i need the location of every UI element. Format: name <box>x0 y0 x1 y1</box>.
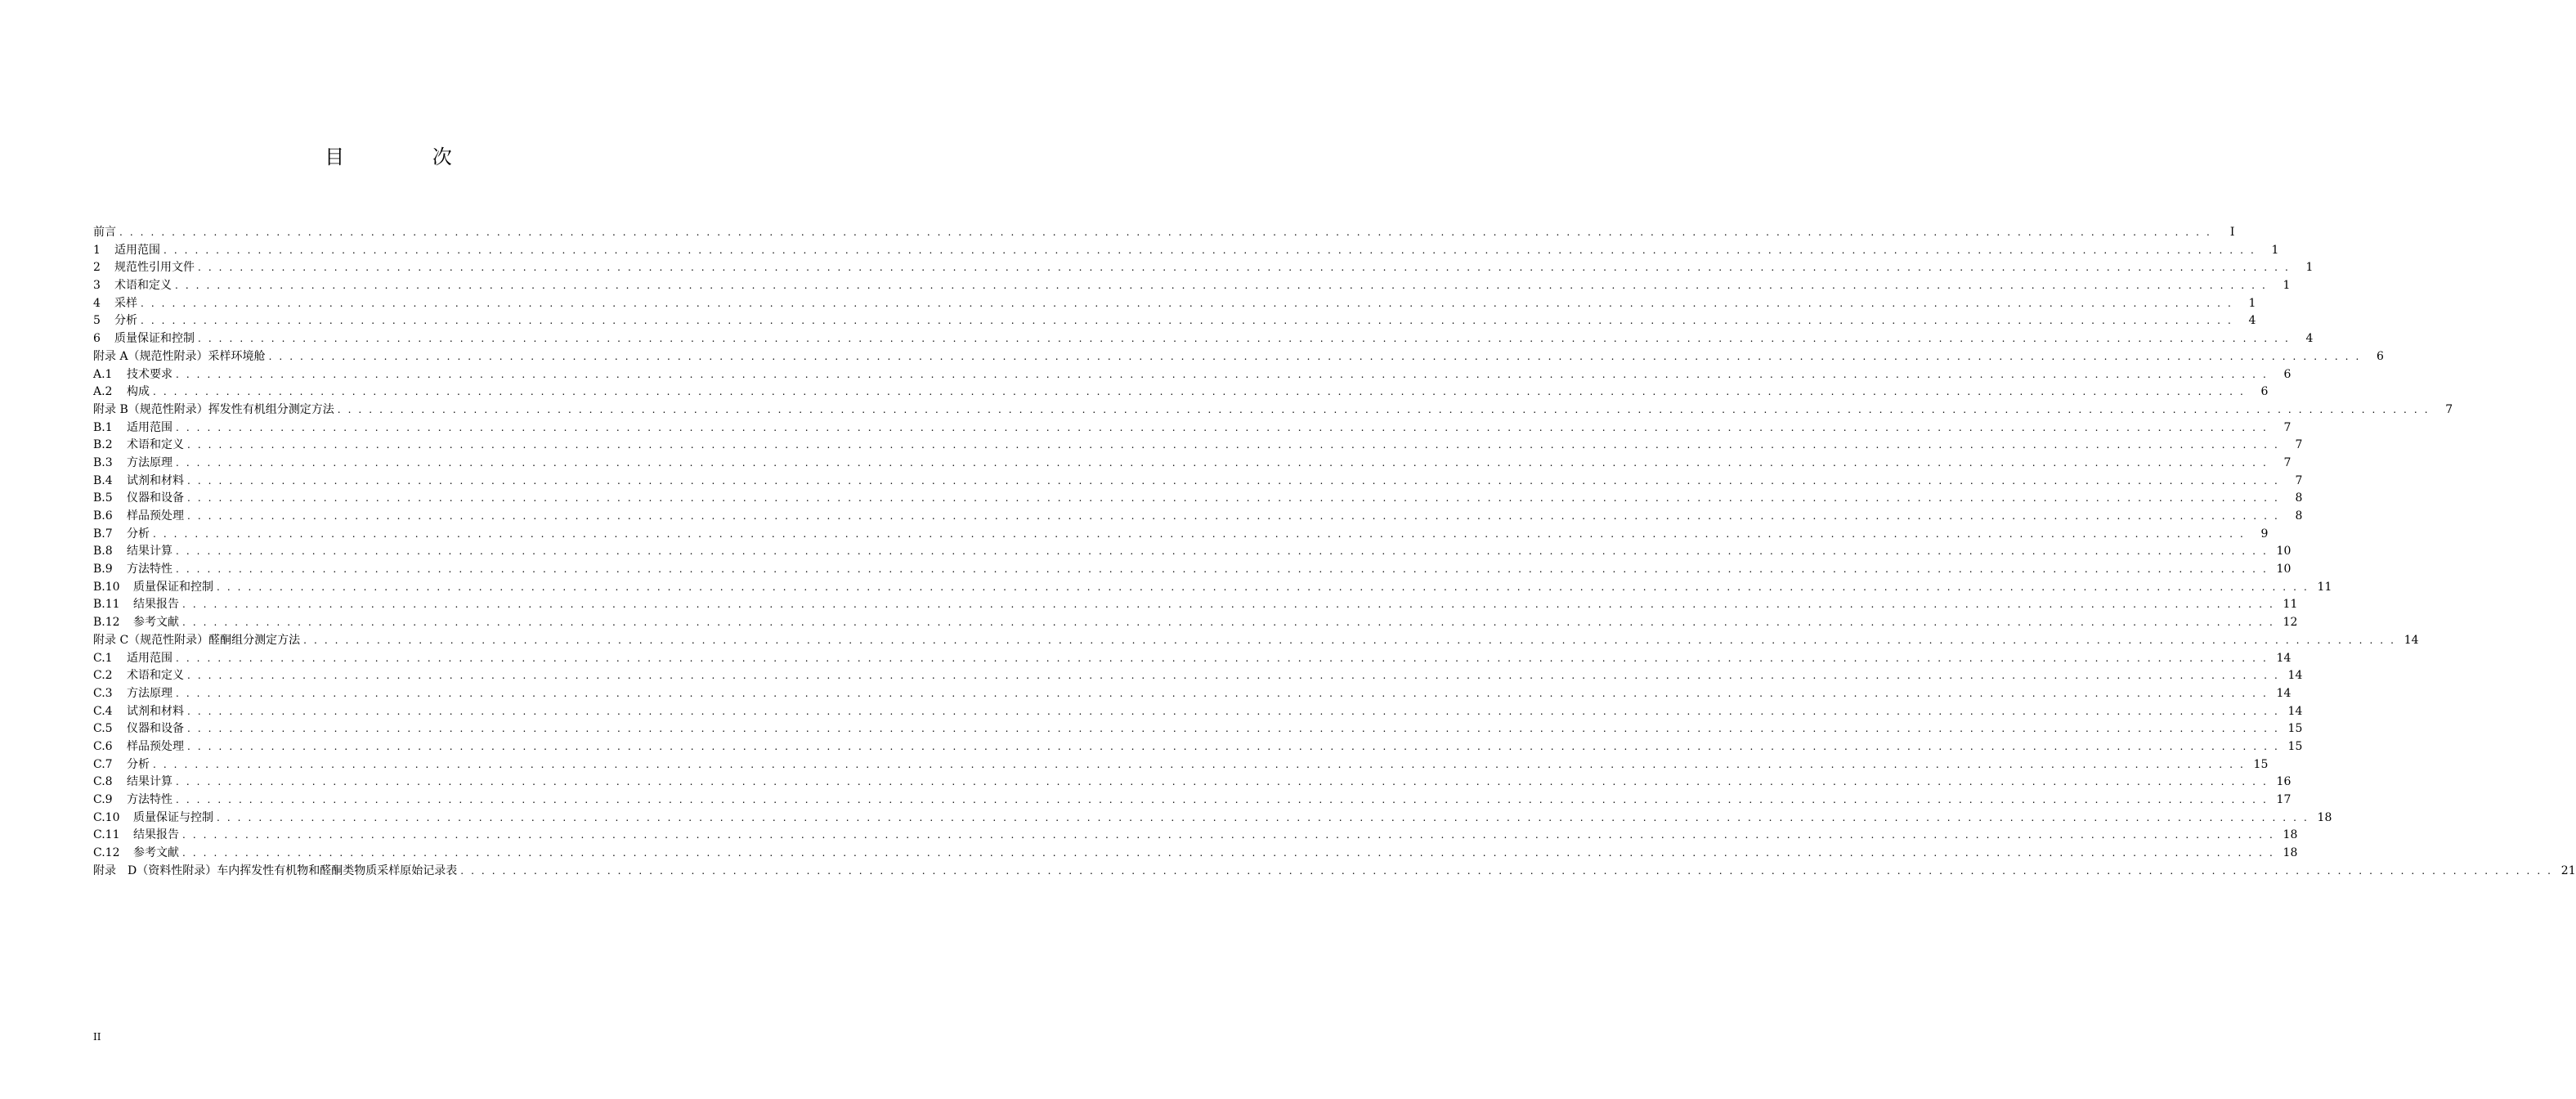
toc-entry-title: 附录 B（规范性附录）挥发性有机组分测定方法 <box>93 402 334 416</box>
toc-entry-page: 15 <box>2287 739 2303 753</box>
toc-dot-leader: . . . . . . . . . . . . . . . . . . . . . . . . . . . . . . . . . . . . . . . . . . . . . . . . . . . . . . . . . . . . . . . . . . . . . . . . . . . . . . . . . . . . . . . . . . . . . . . . . . . . . . . . . . . . . . . . . . . . . . . . . . . . . . . . . . . . . . . . . . . . . . . . . . . . . . . . . . . . . . . . . . . . . . . . . . . . . . . . . . . . . . . . . . . . . . . . . . . . . . . . <box>176 652 2269 664</box>
toc-entry-number: C.6 <box>93 739 113 753</box>
toc-dot-leader: . . . . . . . . . . . . . . . . . . . . . . . . . . . . . . . . . . . . . . . . . . . . . . . . . . . . . . . . . . . . . . . . . . . . . . . . . . . . . . . . . . . . . . . . . . . . . . . . . . . . . . . . . . . . . . . . . . . . . . . . . . . . . . . . . . . . . . . . . . . . . . . . . . . . . . . . . . . . . . . . . . . . . . . . . . . . . . . . . . . . . . . . . . . . . . . . . . . . . . . . <box>182 617 2275 629</box>
toc-dot-leader: . . . . . . . . . . . . . . . . . . . . . . . . . . . . . . . . . . . . . . . . . . . . . . . . . . . . . . . . . . . . . . . . . . . . . . . . . . . . . . . . . . . . . . . . . . . . . . . . . . . . . . . . . . . . . . . . . . . . . . . . . . . . . . . . . . . . . . . . . . . . . . . . . . . . . . . . . . . . . . . . . . . . . . . . . . . . . . . . . . . . . . . . . . . . . . . . . . . . . . . . <box>153 386 2246 398</box>
toc-entry-page: 18 <box>2317 810 2332 824</box>
toc-entry-title: 方法特性 <box>127 563 172 576</box>
toc-entry-page: 15 <box>2287 722 2303 736</box>
toc-dot-leader: . . . . . . . . . . . . . . . . . . . . . . . . . . . . . . . . . . . . . . . . . . . . . . . . . . . . . . . . . . . . . . . . . . . . . . . . . . . . . . . . . . . . . . . . . . . . . . . . . . . . . . . . . . . . . . . . . . . . . . . . . . . . . . . . . . . . . . . . . . . . . . . . . . . . . . . . . . . . . . . . . . . . . . . . . . . . . . . . . . . . . . . . . . . . . . . . . . . . . . . . <box>187 492 2280 505</box>
toc-entry-page: 15 <box>2253 757 2269 771</box>
toc-entry-page: 17 <box>2276 793 2292 806</box>
toc-dot-leader: . . . . . . . . . . . . . . . . . . . . . . . . . . . . . . . . . . . . . . . . . . . . . . . . . . . . . . . . . . . . . . . . . . . . . . . . . . . . . . . . . . . . . . . . . . . . . . . . . . . . . . . . . . . . . . . . . . . . . . . . . . . . . . . . . . . . . . . . . . . . . . . . . . . . . . . . . . . . . . . . . . . . . . . . . . . . . . . . . . . . . . . . . . . . . . . . . . . . . . . . <box>460 864 2553 877</box>
toc-entry-page: 11 <box>2317 580 2332 594</box>
toc-entry-page: 1 <box>2271 243 2279 257</box>
toc-dot-leader: . . . . . . . . . . . . . . . . . . . . . . . . . . . . . . . . . . . . . . . . . . . . . . . . . . . . . . . . . . . . . . . . . . . . . . . . . . . . . . . . . . . . . . . . . . . . . . . . . . . . . . . . . . . . . . . . . . . . . . . . . . . . . . . . . . . . . . . . . . . . . . . . . . . . . . . . . . . . . . . . . . . . . . . . . . . . . . . . . . . . . . . . . . . . . . . . . . . . . . . . <box>175 280 2268 292</box>
toc-entry[interactable] <box>93 473 2303 491</box>
toc-entry-number: B.1 <box>93 420 113 434</box>
toc-dot-leader: . . . . . . . . . . . . . . . . . . . . . . . . . . . . . . . . . . . . . . . . . . . . . . . . . . . . . . . . . . . . . . . . . . . . . . . . . . . . . . . . . . . . . . . . . . . . . . . . . . . . . . . . . . . . . . . . . . . . . . . . . . . . . . . . . . . . . . . . . . . . . . . . . . . . . . . . . . . . . . . . . . . . . . . . . . . . . . . . . . . . . . . . . . . . . . . . . . . . . . . . <box>198 333 2291 345</box>
toc-entry[interactable] <box>93 330 2314 348</box>
toc-entry-number: B.9 <box>93 563 113 576</box>
toc-dot-leader: . . . . . . . . . . . . . . . . . . . . . . . . . . . . . . . . . . . . . . . . . . . . . . . . . . . . . . . . . . . . . . . . . . . . . . . . . . . . . . . . . . . . . . . . . . . . . . . . . . . . . . . . . . . . . . . . . . . . . . . . . . . . . . . . . . . . . . . . . . . . . . . . . . . . . . . . . . . . . . . . . . . . . . . . . . . . . . . . . . . . . . . . . . . . . . . . . . . . . . . . <box>187 705 2280 717</box>
toc-entry-title: 适用范围 <box>127 651 172 665</box>
toc-entry-page: 8 <box>2295 509 2303 523</box>
toc-entry[interactable] <box>93 738 2303 756</box>
toc-entry-page: 7 <box>2445 402 2453 416</box>
toc-entry-page: 7 <box>2283 455 2292 469</box>
toc-entry-page: 6 <box>2260 385 2269 399</box>
toc-dot-leader: . . . . . . . . . . . . . . . . . . . . . . . . . . . . . . . . . . . . . . . . . . . . . . . . . . . . . . . . . . . . . . . . . . . . . . . . . . . . . . . . . . . . . . . . . . . . . . . . . . . . . . . . . . . . . . . . . . . . . . . . . . . . . . . . . . . . . . . . . . . . . . . . . . . . . . . . . . . . . . . . . . . . . . . . . . . . . . . . . . . . . . . . . . . . . . . . . . . . . . . . <box>182 829 2275 841</box>
toc-dot-leader: . . . . . . . . . . . . . . . . . . . . . . . . . . . . . . . . . . . . . . . . . . . . . . . . . . . . . . . . . . . . . . . . . . . . . . . . . . . . . . . . . . . . . . . . . . . . . . . . . . . . . . . . . . . . . . . . . . . . . . . . . . . . . . . . . . . . . . . . . . . . . . . . . . . . . . . . . . . . . . . . . . . . . . . . . . . . . . . . . . . . . . . . . . . . . . . . . . . . . . . . <box>141 315 2233 327</box>
table-of-contents <box>93 224 2576 880</box>
toc-entry-title: 方法原理 <box>127 686 172 700</box>
toc-entry-page: 7 <box>2295 473 2303 487</box>
toc-entry-number: C.2 <box>93 669 113 683</box>
toc-entry[interactable] <box>93 667 2303 685</box>
toc-entry[interactable] <box>93 863 2576 881</box>
footer-page-number: II <box>93 1031 101 1043</box>
toc-entry-page: 14 <box>2287 669 2303 683</box>
toc-entry[interactable] <box>93 632 2419 650</box>
toc-dot-leader: . . . . . . . . . . . . . . . . . . . . . . . . . . . . . . . . . . . . . . . . . . . . . . . . . . . . . . . . . . . . . . . . . . . . . . . . . . . . . . . . . . . . . . . . . . . . . . . . . . . . . . . . . . . . . . . . . . . . . . . . . . . . . . . . . . . . . . . . . . . . . . . . . . . . . . . . . . . . . . . . . . . . . . . . . . . . . . . . . . . . . . . . . . . . . . . . . . . . . . . . <box>176 456 2269 469</box>
toc-entry-page: 6 <box>2377 349 2384 363</box>
toc-entry-title: 试剂和材料 <box>127 704 184 718</box>
toc-entry-title: 适用范围 <box>127 420 172 434</box>
toc-entry-number: B.6 <box>93 509 113 523</box>
page-title: 目 次 <box>325 146 493 168</box>
toc-entry-page: 14 <box>2276 651 2292 665</box>
toc-entry-number: B.12 <box>93 616 120 630</box>
toc-entry-title: 质量保证与控制 <box>133 810 213 824</box>
toc-entry-page: 18 <box>2283 846 2298 860</box>
toc-dot-leader: . . . . . . . . . . . . . . . . . . . . . . . . . . . . . . . . . . . . . . . . . . . . . . . . . . . . . . . . . . . . . . . . . . . . . . . . . . . . . . . . . . . . . . . . . . . . . . . . . . . . . . . . . . . . . . . . . . . . . . . . . . . . . . . . . . . . . . . . . . . . . . . . . . . . . . . . . . . . . . . . . . . . . . . . . . . . . . . . . . . . . . . . . . . . . . . . . . . . . . . . <box>268 350 2361 362</box>
toc-entry-title: 参考文献 <box>133 846 179 860</box>
toc-entry[interactable] <box>93 543 2292 561</box>
toc-entry-number: B.7 <box>93 527 113 541</box>
toc-entry-title: 结果计算 <box>127 775 172 789</box>
toc-entry-page: 4 <box>2248 314 2256 328</box>
toc-entry[interactable] <box>93 720 2303 738</box>
toc-dot-leader: . . . . . . . . . . . . . . . . . . . . . . . . . . . . . . . . . . . . . . . . . . . . . . . . . . . . . . . . . . . . . . . . . . . . . . . . . . . . . . . . . . . . . . . . . . . . . . . . . . . . . . . . . . . . . . . . . . . . . . . . . . . . . . . . . . . . . . . . . . . . . . . . . . . . . . . . . . . . . . . . . . . . . . . . . . . . . . . . . . . . . . . . . . . . . . . . . . . . . . . . <box>187 474 2280 487</box>
toc-entry-number: 6 <box>93 332 101 346</box>
toc-entry-number: 4 <box>93 296 101 310</box>
toc-entry-title: 结果报告 <box>133 598 179 612</box>
toc-entry-number: B.11 <box>93 598 120 612</box>
toc-entry-number: C.9 <box>93 793 113 806</box>
toc-entry-page: 8 <box>2295 491 2303 505</box>
toc-entry[interactable] <box>93 348 2384 366</box>
toc-entry-number: C.7 <box>93 757 113 771</box>
toc-entry[interactable] <box>93 295 2256 313</box>
toc-dot-leader: . . . . . . . . . . . . . . . . . . . . . . . . . . . . . . . . . . . . . . . . . . . . . . . . . . . . . . . . . . . . . . . . . . . . . . . . . . . . . . . . . . . . . . . . . . . . . . . . . . . . . . . . . . . . . . . . . . . . . . . . . . . . . . . . . . . . . . . . . . . . . . . . . . . . . . . . . . . . . . . . . . . . . . . . . . . . . . . . . . . . . . . . . . . . . . . . . . . . . . . . <box>176 563 2269 576</box>
toc-dot-leader: . . . . . . . . . . . . . . . . . . . . . . . . . . . . . . . . . . . . . . . . . . . . . . . . . . . . . . . . . . . . . . . . . . . . . . . . . . . . . . . . . . . . . . . . . . . . . . . . . . . . . . . . . . . . . . . . . . . . . . . . . . . . . . . . . . . . . . . . . . . . . . . . . . . . . . . . . . . . . . . . . . . . . . . . . . . . . . . . . . . . . . . . . . . . . . . . . . . . . . . . <box>187 740 2280 752</box>
toc-entry-page: 14 <box>2404 633 2419 647</box>
toc-entry-page: 1 <box>2283 279 2291 293</box>
toc-entry-title: 质量保证和控制 <box>114 332 195 346</box>
toc-entry-page: 6 <box>2283 367 2292 381</box>
toc-entry-number: A.2 <box>93 385 113 399</box>
toc-entry[interactable] <box>93 845 2298 863</box>
toc-dot-leader: . . . . . . . . . . . . . . . . . . . . . . . . . . . . . . . . . . . . . . . . . . . . . . . . . . . . . . . . . . . . . . . . . . . . . . . . . . . . . . . . . . . . . . . . . . . . . . . . . . . . . . . . . . . . . . . . . . . . . . . . . . . . . . . . . . . . . . . . . . . . . . . . . . . . . . . . . . . . . . . . . . . . . . . . . . . . . . . . . . . . . . . . . . . . . . . . . . . . . . . . <box>182 599 2275 611</box>
toc-entry[interactable] <box>93 384 2269 401</box>
toc-entry-title: 术语和定义 <box>127 669 184 683</box>
toc-entry-title: 结果报告 <box>133 828 179 842</box>
toc-entry[interactable] <box>93 366 2292 384</box>
toc-entry[interactable] <box>93 312 2256 330</box>
toc-entry[interactable] <box>93 419 2292 437</box>
toc-entry-page: 9 <box>2260 527 2269 541</box>
toc-entry[interactable] <box>93 526 2269 544</box>
toc-entry-title: 仪器和设备 <box>127 722 184 736</box>
toc-entry[interactable] <box>93 774 2292 792</box>
toc-entry[interactable] <box>93 242 2279 260</box>
toc-entry[interactable] <box>93 508 2303 526</box>
toc-entry-title: 规范性引用文件 <box>114 261 195 275</box>
toc-entry-number: 2 <box>93 261 101 275</box>
toc-entry[interactable] <box>93 827 2298 845</box>
toc-dot-leader: . . . . . . . . . . . . . . . . . . . . . . . . . . . . . . . . . . . . . . . . . . . . . . . . . . . . . . . . . . . . . . . . . . . . . . . . . . . . . . . . . . . . . . . . . . . . . . . . . . . . . . . . . . . . . . . . . . . . . . . . . . . . . . . . . . . . . . . . . . . . . . . . . . . . . . . . . . . . . . . . . . . . . . . . . . . . . . . . . . . . . . . . . . . . . . . . . . . . . . . . <box>153 527 2246 540</box>
toc-dot-leader: . . . . . . . . . . . . . . . . . . . . . . . . . . . . . . . . . . . . . . . . . . . . . . . . . . . . . . . . . . . . . . . . . . . . . . . . . . . . . . . . . . . . . . . . . . . . . . . . . . . . . . . . . . . . . . . . . . . . . . . . . . . . . . . . . . . . . . . . . . . . . . . . . . . . . . . . . . . . . . . . . . . . . . . . . . . . . . . . . . . . . . . . . . . . . . . . . . . . . . . . <box>153 758 2246 770</box>
toc-dot-leader: . . . . . . . . . . . . . . . . . . . . . . . . . . . . . . . . . . . . . . . . . . . . . . . . . . . . . . . . . . . . . . . . . . . . . . . . . . . . . . . . . . . . . . . . . . . . . . . . . . . . . . . . . . . . . . . . . . . . . . . . . . . . . . . . . . . . . . . . . . . . . . . . . . . . . . . . . . . . . . . . . . . . . . . . . . . . . . . . . . . . . . . . . . . . . . . . . . . . . . . . <box>187 510 2280 522</box>
toc-entry[interactable] <box>93 259 2314 277</box>
toc-dot-leader: . . . . . . . . . . . . . . . . . . . . . . . . . . . . . . . . . . . . . . . . . . . . . . . . . . . . . . . . . . . . . . . . . . . . . . . . . . . . . . . . . . . . . . . . . . . . . . . . . . . . . . . . . . . . . . . . . . . . . . . . . . . . . . . . . . . . . . . . . . . . . . . . . . . . . . . . . . . . . . . . . . . . . . . . . . . . . . . . . . . . . . . . . . . . . . . . . . . . . . . . <box>187 439 2280 451</box>
toc-dot-leader: . . . . . . . . . . . . . . . . . . . . . . . . . . . . . . . . . . . . . . . . . . . . . . . . . . . . . . . . . . . . . . . . . . . . . . . . . . . . . . . . . . . . . . . . . . . . . . . . . . . . . . . . . . . . . . . . . . . . . . . . . . . . . . . . . . . . . . . . . . . . . . . . . . . . . . . . . . . . . . . . . . . . . . . . . . . . . . . . . . . . . . . . . . . . . . . . . . . . . . . . <box>217 581 2309 593</box>
toc-dot-leader: . . . . . . . . . . . . . . . . . . . . . . . . . . . . . . . . . . . . . . . . . . . . . . . . . . . . . . . . . . . . . . . . . . . . . . . . . . . . . . . . . . . . . . . . . . . . . . . . . . . . . . . . . . . . . . . . . . . . . . . . . . . . . . . . . . . . . . . . . . . . . . . . . . . . . . . . . . . . . . . . . . . . . . . . . . . . . . . . . . . . . . . . . . . . . . . . . . . . . . . . <box>198 262 2291 274</box>
toc-dot-leader: . . . . . . . . . . . . . . . . . . . . . . . . . . . . . . . . . . . . . . . . . . . . . . . . . . . . . . . . . . . . . . . . . . . . . . . . . . . . . . . . . . . . . . . . . . . . . . . . . . . . . . . . . . . . . . . . . . . . . . . . . . . . . . . . . . . . . . . . . . . . . . . . . . . . . . . . . . . . . . . . . . . . . . . . . . . . . . . . . . . . . . . . . . . . . . . . . . . . . . . . <box>187 723 2280 735</box>
toc-dot-leader: . . . . . . . . . . . . . . . . . . . . . . . . . . . . . . . . . . . . . . . . . . . . . . . . . . . . . . . . . . . . . . . . . . . . . . . . . . . . . . . . . . . . . . . . . . . . . . . . . . . . . . . . . . . . . . . . . . . . . . . . . . . . . . . . . . . . . . . . . . . . . . . . . . . . . . . . . . . . . . . . . . . . . . . . . . . . . . . . . . . . . . . . . . . . . . . . . . . . . . . . <box>176 687 2269 699</box>
toc-entry-page: 11 <box>2283 598 2298 612</box>
toc-dot-leader: . . . . . . . . . . . . . . . . . . . . . . . . . . . . . . . . . . . . . . . . . . . . . . . . . . . . . . . . . . . . . . . . . . . . . . . . . . . . . . . . . . . . . . . . . . . . . . . . . . . . . . . . . . . . . . . . . . . . . . . . . . . . . . . . . . . . . . . . . . . . . . . . . . . . . . . . . . . . . . . . . . . . . . . . . . . . . . . . . . . . . . . . . . . . . . . . . . . . . . . . <box>119 227 2212 238</box>
toc-dot-leader: . . . . . . . . . . . . . . . . . . . . . . . . . . . . . . . . . . . . . . . . . . . . . . . . . . . . . . . . . . . . . . . . . . . . . . . . . . . . . . . . . . . . . . . . . . . . . . . . . . . . . . . . . . . . . . . . . . . . . . . . . . . . . . . . . . . . . . . . . . . . . . . . . . . . . . . . . . . . . . . . . . . . . . . . . . . . . . . . . . . . . . . . . . . . . . . . . . . . . . . . <box>187 670 2280 682</box>
toc-entry-number: B.3 <box>93 455 113 469</box>
toc-entry-title: 分析 <box>127 527 150 541</box>
toc-entry-title: 附录 D（资料性附录）车内挥发性有机物和醛酮类物质采样原始记录表 <box>93 864 458 877</box>
toc-entry-title: 参考文献 <box>133 616 179 630</box>
toc-dot-leader: . . . . . . . . . . . . . . . . . . . . . . . . . . . . . . . . . . . . . . . . . . . . . . . . . . . . . . . . . . . . . . . . . . . . . . . . . . . . . . . . . . . . . . . . . . . . . . . . . . . . . . . . . . . . . . . . . . . . . . . . . . . . . . . . . . . . . . . . . . . . . . . . . . . . . . . . . . . . . . . . . . . . . . . . . . . . . . . . . . . . . . . . . . . . . . . . . . . . . . . . <box>176 545 2269 558</box>
toc-entry-page: 1 <box>2248 296 2256 310</box>
toc-entry-title: 分析 <box>127 757 150 771</box>
toc-entry-title: 结果计算 <box>127 545 172 558</box>
toc-entry[interactable] <box>93 792 2292 810</box>
toc-entry-page: 10 <box>2276 563 2292 576</box>
toc-dot-leader: . . . . . . . . . . . . . . . . . . . . . . . . . . . . . . . . . . . . . . . . . . . . . . . . . . . . . . . . . . . . . . . . . . . . . . . . . . . . . . . . . . . . . . . . . . . . . . . . . . . . . . . . . . . . . . . . . . . . . . . . . . . . . . . . . . . . . . . . . . . . . . . . . . . . . . . . . . . . . . . . . . . . . . . . . . . . . . . . . . . . . . . . . . . . . . . . . . . . . . . . <box>164 244 2256 256</box>
toc-entry-page: I <box>2229 226 2235 239</box>
toc-dot-leader: . . . . . . . . . . . . . . . . . . . . . . . . . . . . . . . . . . . . . . . . . . . . . . . . . . . . . . . . . . . . . . . . . . . . . . . . . . . . . . . . . . . . . . . . . . . . . . . . . . . . . . . . . . . . . . . . . . . . . . . . . . . . . . . . . . . . . . . . . . . . . . . . . . . . . . . . . . . . . . . . . . . . . . . . . . . . . . . . . . . . . . . . . . . . . . . . . . . . . . . . <box>217 811 2309 823</box>
toc-entry-number: B.5 <box>93 491 113 505</box>
toc-entry-title: 样品预处理 <box>127 739 184 753</box>
toc-entry-page: 21 <box>2560 864 2576 877</box>
toc-entry-number: A.1 <box>93 367 113 381</box>
toc-dot-leader: . . . . . . . . . . . . . . . . . . . . . . . . . . . . . . . . . . . . . . . . . . . . . . . . . . . . . . . . . . . . . . . . . . . . . . . . . . . . . . . . . . . . . . . . . . . . . . . . . . . . . . . . . . . . . . . . . . . . . . . . . . . . . . . . . . . . . . . . . . . . . . . . . . . . . . . . . . . . . . . . . . . . . . . . . . . . . . . . . . . . . . . . . . . . . . . . . . . . . . . . <box>303 634 2396 646</box>
toc-entry-page: 16 <box>2276 775 2292 789</box>
toc-entry-title: 附录 A（规范性附录）采样环境舱 <box>93 349 266 363</box>
toc-entry[interactable] <box>93 277 2291 295</box>
toc-entry-page: 7 <box>2283 420 2292 434</box>
toc-entry-title: 质量保证和控制 <box>133 580 213 594</box>
toc-entry[interactable] <box>93 596 2298 614</box>
toc-entry-number: C.8 <box>93 775 113 789</box>
toc-entry-number: 3 <box>93 279 101 293</box>
toc-entry[interactable] <box>93 490 2303 508</box>
toc-entry[interactable] <box>93 685 2292 703</box>
toc-entry-number: C.5 <box>93 722 113 736</box>
toc-entry-page: 7 <box>2295 438 2303 452</box>
toc-entry-title: 前言 <box>93 226 116 239</box>
toc-dot-leader: . . . . . . . . . . . . . . . . . . . . . . . . . . . . . . . . . . . . . . . . . . . . . . . . . . . . . . . . . . . . . . . . . . . . . . . . . . . . . . . . . . . . . . . . . . . . . . . . . . . . . . . . . . . . . . . . . . . . . . . . . . . . . . . . . . . . . . . . . . . . . . . . . . . . . . . . . . . . . . . . . . . . . . . . . . . . . . . . . . . . . . . . . . . . . . . . . . . . . . . . <box>337 403 2430 415</box>
toc-entry-page: 18 <box>2283 828 2298 842</box>
toc-entry[interactable] <box>93 455 2292 473</box>
toc-entry-title: 术语和定义 <box>114 279 172 293</box>
toc-entry-page: 4 <box>2305 332 2314 346</box>
toc-entry-number: C.11 <box>93 828 120 842</box>
toc-dot-leader: . . . . . . . . . . . . . . . . . . . . . . . . . . . . . . . . . . . . . . . . . . . . . . . . . . . . . . . . . . . . . . . . . . . . . . . . . . . . . . . . . . . . . . . . . . . . . . . . . . . . . . . . . . . . . . . . . . . . . . . . . . . . . . . . . . . . . . . . . . . . . . . . . . . . . . . . . . . . . . . . . . . . . . . . . . . . . . . . . . . . . . . . . . . . . . . . . . . . . . . . <box>176 776 2269 788</box>
toc-entry[interactable] <box>93 437 2303 455</box>
toc-entry-page: 1 <box>2305 261 2314 275</box>
toc-entry-number: B.2 <box>93 438 113 452</box>
toc-dot-leader: . . . . . . . . . . . . . . . . . . . . . . . . . . . . . . . . . . . . . . . . . . . . . . . . . . . . . . . . . . . . . . . . . . . . . . . . . . . . . . . . . . . . . . . . . . . . . . . . . . . . . . . . . . . . . . . . . . . . . . . . . . . . . . . . . . . . . . . . . . . . . . . . . . . . . . . . . . . . . . . . . . . . . . . . . . . . . . . . . . . . . . . . . . . . . . . . . . . . . . . . <box>176 794 2269 805</box>
toc-entry-number: B.4 <box>93 473 113 487</box>
toc-entry-page: 12 <box>2283 616 2298 630</box>
toc-entry[interactable] <box>93 810 2332 828</box>
toc-entry[interactable] <box>93 401 2453 419</box>
toc-entry-number: B.10 <box>93 580 120 594</box>
toc-entry-title: 适用范围 <box>114 243 160 257</box>
toc-entry-title: 构成 <box>127 385 150 399</box>
toc-entry-title: 仪器和设备 <box>127 491 184 505</box>
toc-entry-title: 术语和定义 <box>127 438 184 452</box>
toc-dot-leader: . . . . . . . . . . . . . . . . . . . . . . . . . . . . . . . . . . . . . . . . . . . . . . . . . . . . . . . . . . . . . . . . . . . . . . . . . . . . . . . . . . . . . . . . . . . . . . . . . . . . . . . . . . . . . . . . . . . . . . . . . . . . . . . . . . . . . . . . . . . . . . . . . . . . . . . . . . . . . . . . . . . . . . . . . . . . . . . . . . . . . . . . . . . . . . . . . . . . . . . . <box>182 847 2275 859</box>
toc-entry-number: C.10 <box>93 810 120 824</box>
toc-entry-title: 方法原理 <box>127 455 172 469</box>
toc-entry[interactable] <box>93 561 2292 579</box>
toc-entry-number: C.12 <box>93 846 120 860</box>
toc-entry[interactable] <box>93 579 2332 597</box>
toc-entry-number: C.3 <box>93 686 113 700</box>
toc-entry-page: 14 <box>2276 686 2292 700</box>
toc-entry-page: 10 <box>2276 545 2292 558</box>
toc-entry-title: 方法特性 <box>127 793 172 806</box>
toc-entry[interactable] <box>93 703 2303 721</box>
toc-entry-title: 样品预处理 <box>127 509 184 523</box>
toc-entry-title: 采样 <box>114 296 137 310</box>
toc-entry[interactable] <box>93 224 2235 242</box>
toc-entry[interactable] <box>93 756 2269 774</box>
toc-entry-title: 试剂和材料 <box>127 473 184 487</box>
toc-entry-number: 1 <box>93 243 101 257</box>
toc-dot-leader: . . . . . . . . . . . . . . . . . . . . . . . . . . . . . . . . . . . . . . . . . . . . . . . . . . . . . . . . . . . . . . . . . . . . . . . . . . . . . . . . . . . . . . . . . . . . . . . . . . . . . . . . . . . . . . . . . . . . . . . . . . . . . . . . . . . . . . . . . . . . . . . . . . . . . . . . . . . . . . . . . . . . . . . . . . . . . . . . . . . . . . . . . . . . . . . . . . . . . . . . <box>141 297 2233 309</box>
toc-entry-number: 5 <box>93 314 101 328</box>
toc-entry-title: 附录 C（规范性附录）醛酮组分测定方法 <box>93 633 301 647</box>
toc-entry-number: B.8 <box>93 545 113 558</box>
toc-dot-leader: . . . . . . . . . . . . . . . . . . . . . . . . . . . . . . . . . . . . . . . . . . . . . . . . . . . . . . . . . . . . . . . . . . . . . . . . . . . . . . . . . . . . . . . . . . . . . . . . . . . . . . . . . . . . . . . . . . . . . . . . . . . . . . . . . . . . . . . . . . . . . . . . . . . . . . . . . . . . . . . . . . . . . . . . . . . . . . . . . . . . . . . . . . . . . . . . . . . . . . . . <box>176 421 2269 433</box>
toc-entry[interactable] <box>93 650 2292 668</box>
toc-entry[interactable] <box>93 614 2298 632</box>
toc-entry-page: 14 <box>2287 704 2303 718</box>
toc-entry-number: C.4 <box>93 704 113 718</box>
toc-entry-number: C.1 <box>93 651 113 665</box>
toc-dot-leader: . . . . . . . . . . . . . . . . . . . . . . . . . . . . . . . . . . . . . . . . . . . . . . . . . . . . . . . . . . . . . . . . . . . . . . . . . . . . . . . . . . . . . . . . . . . . . . . . . . . . . . . . . . . . . . . . . . . . . . . . . . . . . . . . . . . . . . . . . . . . . . . . . . . . . . . . . . . . . . . . . . . . . . . . . . . . . . . . . . . . . . . . . . . . . . . . . . . . . . . . <box>176 368 2269 380</box>
toc-entry-title: 技术要求 <box>127 367 172 381</box>
toc-entry-title: 分析 <box>114 314 137 328</box>
